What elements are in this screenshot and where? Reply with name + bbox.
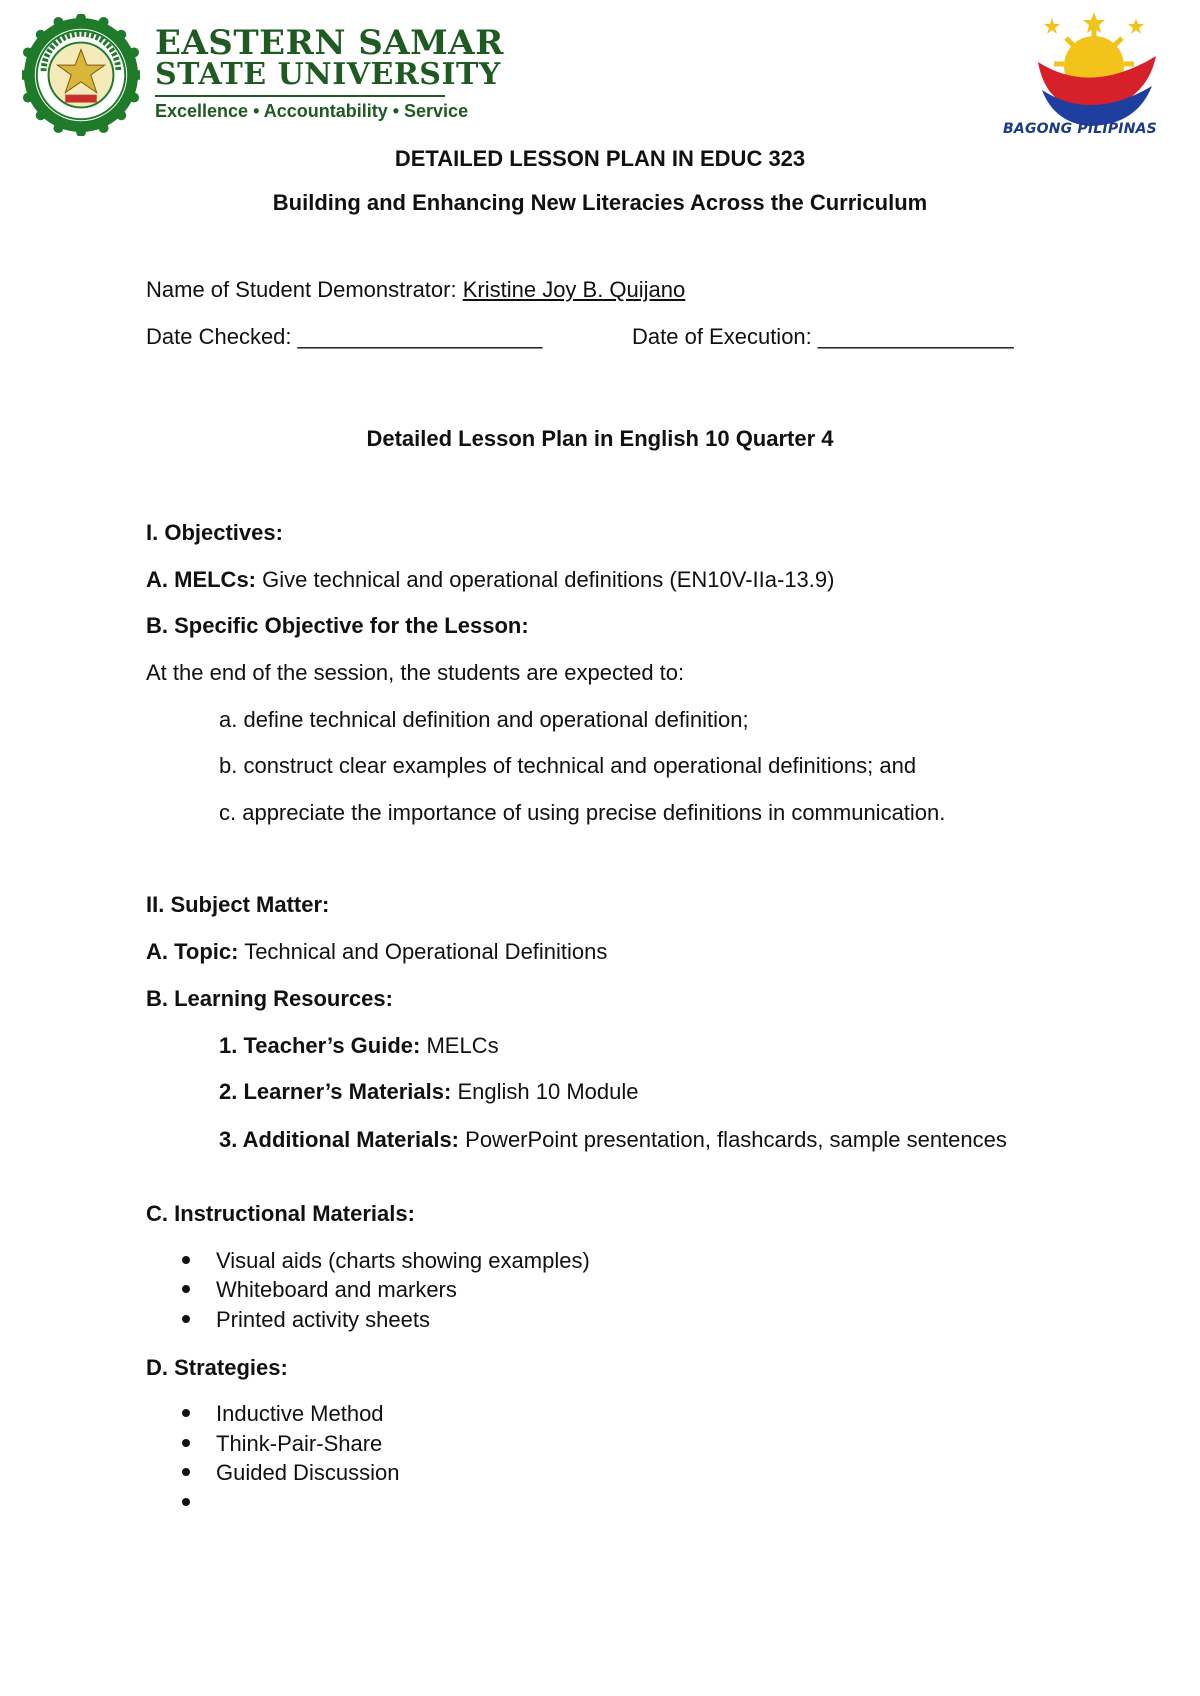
instructional-material-item: Visual aids (charts showing examples)	[182, 1248, 590, 1274]
specific-objective-heading: B. Specific Objective for the Lesson:	[146, 613, 529, 638]
date-checked-blank: ____________________	[297, 324, 543, 349]
resource-item-2-label: 2. Learner’s Materials:	[219, 1079, 452, 1104]
resource-item-1	[219, 1033, 499, 1059]
melcs-text: Give technical and operational definitions (EN10V-IIa-13.9)	[262, 567, 835, 592]
resource-item-2-value: English 10 Module	[457, 1079, 639, 1104]
topic-text: Technical and Operational Definitions	[244, 939, 608, 964]
strategy-item: Guided Discussion	[182, 1460, 399, 1486]
student-demonstrator-label: Name of Student Demonstrator:	[146, 277, 457, 302]
bullet-icon	[182, 1409, 190, 1417]
document-title: DETAILED LESSON PLAN IN EDUC 323	[394, 146, 806, 171]
date-execution-label: Date of Execution:	[632, 324, 818, 349]
date-execution-blank: ________________	[817, 324, 1014, 349]
melcs-row	[146, 567, 834, 593]
student-demonstrator-name: Kristine Joy B. Quijano	[462, 277, 686, 302]
resource-item-1-label: 1. Teacher’s Guide:	[219, 1033, 421, 1058]
resource-item-3-value: PowerPoint presentation, flashcards, sample sentences	[465, 1127, 1007, 1152]
objective-item-b: b. construct clear examples of technical and operational definitions; and	[219, 753, 917, 778]
melcs-label: A. MELCs:	[146, 567, 256, 592]
instructional-material-item: Printed activity sheets	[182, 1307, 430, 1333]
strategy-item: Think-Pair-Share	[182, 1431, 382, 1457]
objectives-heading: I. Objectives:	[146, 520, 283, 545]
bullet-icon	[182, 1468, 190, 1476]
bullet-icon	[182, 1498, 190, 1506]
student-demonstrator-row	[146, 277, 685, 303]
strategy-item-empty	[182, 1490, 216, 1516]
university-name-line2: STATE UNIVERSITY	[155, 57, 501, 92]
resource-item-2	[219, 1079, 638, 1105]
university-name-line1: EASTERN SAMAR	[155, 23, 504, 63]
subject-matter-heading: II. Subject Matter:	[146, 892, 330, 917]
date-checked-row	[146, 324, 542, 350]
lesson-plan-heading: Detailed Lesson Plan in English 10 Quarter 4	[366, 426, 834, 451]
instructional-material-item: Whiteboard and markers	[182, 1277, 457, 1303]
bagong-pilipinas-caption: BAGONG PILIPINAS	[1003, 121, 1157, 137]
strategies-heading: D. Strategies:	[146, 1355, 288, 1380]
learning-resources-heading: B. Learning Resources:	[146, 986, 393, 1011]
instructional-materials-heading: C. Instructional Materials:	[146, 1201, 415, 1226]
strategy-item: Inductive Method	[182, 1401, 384, 1427]
university-divider	[155, 95, 445, 97]
bullet-icon	[182, 1439, 190, 1447]
objective-item-c: c. appreciate the importance of using precise definitions in communication.	[219, 800, 946, 825]
date-execution-row	[632, 324, 1014, 350]
date-checked-label: Date Checked:	[146, 324, 298, 349]
topic-label: A. Topic:	[146, 939, 239, 964]
bullet-icon	[182, 1256, 190, 1264]
objectives-intro: At the end of the session, the students are expected to:	[146, 660, 685, 685]
topic-row	[146, 939, 607, 965]
university-seal-logo	[22, 14, 140, 136]
resource-item-3-label: 3. Additional Materials:	[219, 1127, 460, 1152]
document-subtitle: Building and Enhancing New Literacies Across the Curriculum	[272, 190, 928, 215]
bullet-icon	[182, 1315, 190, 1323]
university-motto: Excellence • Accountability • Service	[155, 101, 469, 121]
resource-item-1-value: MELCs	[426, 1033, 499, 1058]
objective-item-a: a. define technical definition and operational definition;	[219, 707, 749, 732]
university-name-block	[155, 23, 504, 122]
resource-item-3	[219, 1125, 1057, 1155]
bullet-icon	[182, 1285, 190, 1293]
